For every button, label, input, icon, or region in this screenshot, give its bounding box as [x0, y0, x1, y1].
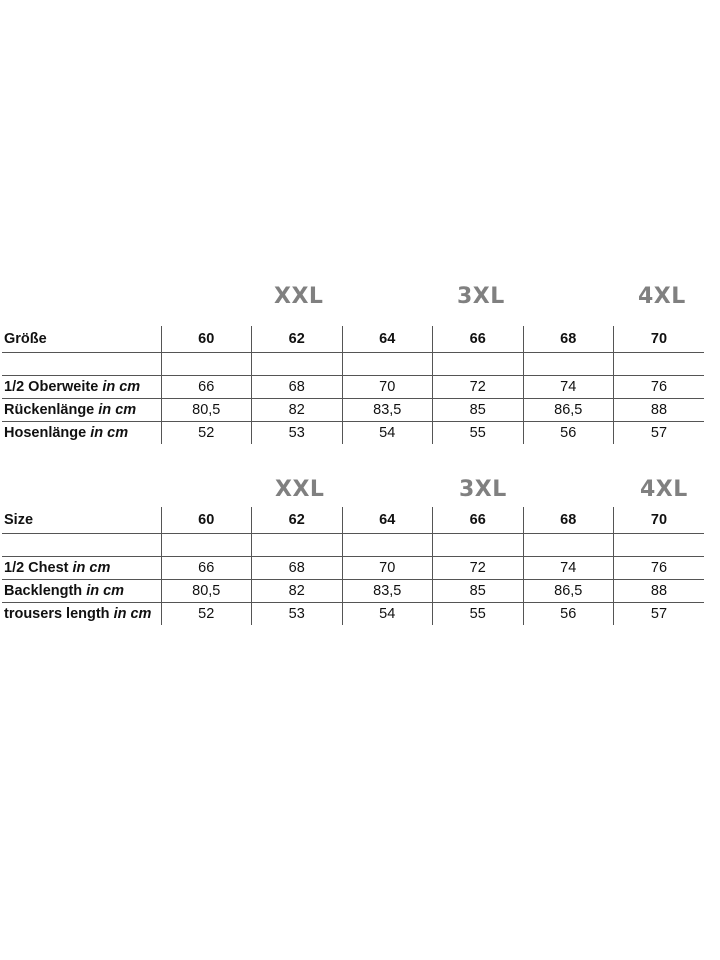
header-label: Größe [2, 326, 161, 353]
table-cell: 66 [161, 376, 252, 399]
table-cell: 56 [523, 603, 614, 626]
size-cell: 60 [161, 326, 252, 353]
size-cell: 70 [614, 326, 705, 353]
table-cell: 54 [342, 603, 433, 626]
table-cell: 86,5 [523, 580, 614, 603]
table-cell: 54 [342, 422, 433, 445]
table-cell: 82 [252, 399, 343, 422]
row-label: 1/2 Oberweite in cm [2, 376, 161, 399]
size-cell: 66 [433, 507, 524, 534]
row-label: 1/2 Chest in cm [2, 557, 161, 580]
size-label-xxl: XXL [274, 284, 324, 309]
table-cell: 52 [161, 422, 252, 445]
row-label: Rückenlänge in cm [2, 399, 161, 422]
table-cell: 68 [252, 376, 343, 399]
table-cell: 66 [161, 557, 252, 580]
table-cell: 55 [433, 422, 524, 445]
table-cell: 74 [523, 557, 614, 580]
size-table-german [2, 326, 704, 444]
table-row [2, 557, 704, 580]
row-label: trousers length in cm [4, 606, 152, 622]
header-label: Size [2, 507, 161, 534]
table-row [2, 376, 704, 399]
size-cell: 64 [342, 507, 433, 534]
empty-row [2, 353, 704, 376]
table-cell: 76 [614, 557, 705, 580]
table-cell: 86,5 [523, 399, 614, 422]
table-cell: 88 [614, 399, 705, 422]
table-cell: 68 [252, 557, 343, 580]
empty-row [2, 534, 704, 557]
size-table-english [2, 507, 704, 625]
table-cell: 56 [523, 422, 614, 445]
table-row [2, 399, 704, 422]
size-label-4xl: 4XL [640, 477, 688, 502]
size-cell: 60 [161, 507, 252, 534]
size-cell: 68 [523, 326, 614, 353]
size-label-4xl: 4XL [638, 284, 686, 309]
table-cell: 88 [614, 580, 705, 603]
table-cell: 52 [161, 603, 252, 626]
size-label-3xl: 3XL [457, 284, 505, 309]
size-label-3xl: 3XL [459, 477, 507, 502]
table-cell: 83,5 [342, 399, 433, 422]
table-cell: 76 [614, 376, 705, 399]
table-cell: 82 [252, 580, 343, 603]
table-cell: 70 [342, 376, 433, 399]
size-cell: 68 [523, 507, 614, 534]
table-cell: 72 [433, 376, 524, 399]
row-label: Hosenlänge in cm [4, 425, 129, 441]
table-cell: 85 [433, 399, 524, 422]
table-cell: 80,5 [161, 399, 252, 422]
table-row [2, 603, 704, 626]
table-cell: 53 [252, 603, 343, 626]
table-cell: 72 [433, 557, 524, 580]
table-cell: 57 [614, 422, 705, 445]
table-header-row [2, 507, 704, 534]
table-cell: 70 [342, 557, 433, 580]
size-cell: 70 [614, 507, 705, 534]
table-cell: 53 [252, 422, 343, 445]
table-cell: 57 [614, 603, 705, 626]
size-labels-german [0, 284, 720, 320]
table-cell: 55 [433, 603, 524, 626]
row-label: Backlength in cm [2, 580, 161, 603]
size-cell: 62 [252, 507, 343, 534]
table-cell: 83,5 [342, 580, 433, 603]
size-cell: 64 [342, 326, 433, 353]
table-cell: 85 [433, 580, 524, 603]
size-label-xxl: XXL [275, 477, 325, 502]
table-cell: 74 [523, 376, 614, 399]
table-row [2, 422, 704, 445]
table-cell: 80,5 [161, 580, 252, 603]
size-cell: 66 [433, 326, 524, 353]
table-header-row [2, 326, 704, 353]
table-row [2, 580, 704, 603]
size-cell: 62 [252, 326, 343, 353]
